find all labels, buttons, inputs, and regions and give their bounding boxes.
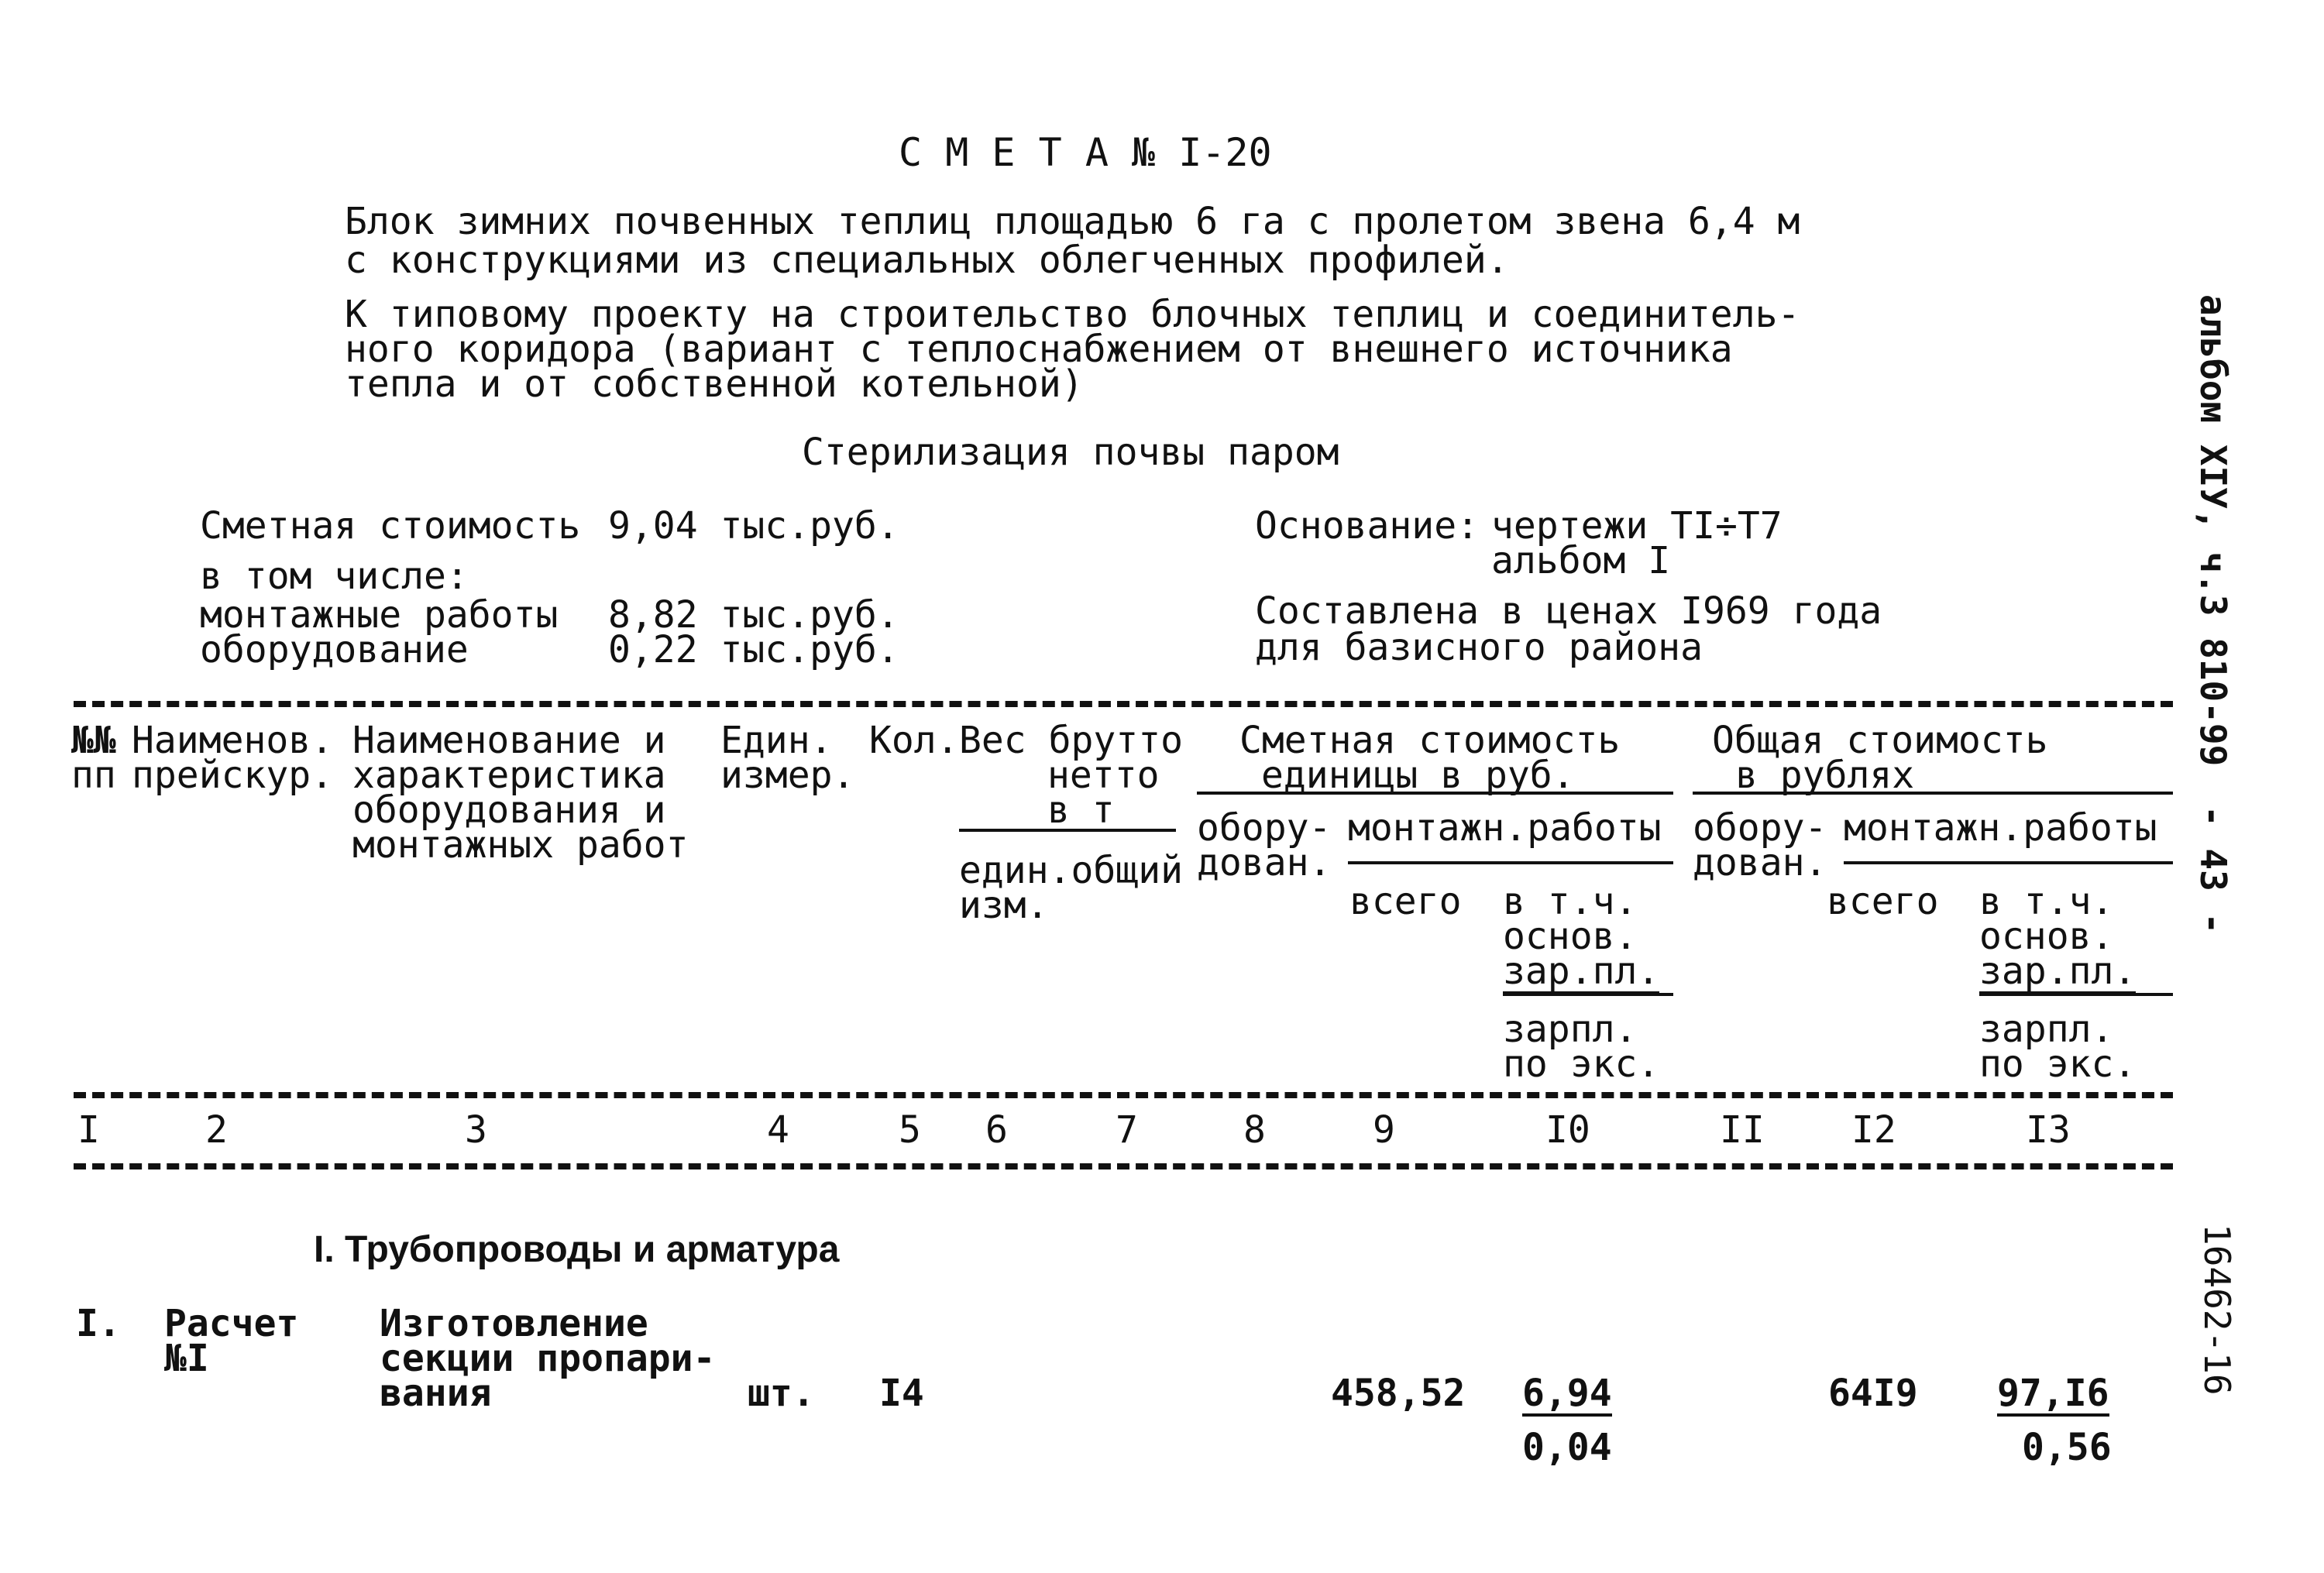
total-wage-rule (1979, 993, 2173, 996)
basis-line-1: чертежи TI÷T7 (1491, 504, 1783, 548)
header-unit-a: Един. (720, 719, 833, 762)
header-unit-cost-a: Сметная стоимость (1239, 719, 1621, 762)
header-weight-e: изм. (959, 884, 1049, 927)
header-unit-wage-b: по экс. (1503, 1042, 1660, 1086)
header-unit-incl-b: основ. (1503, 915, 1638, 958)
header-total-wage-a: зарпл. (1979, 1008, 2114, 1051)
header-pricelist-a: Наименов. (132, 719, 334, 762)
header-equip-c: обору- (1693, 806, 1827, 850)
header-unit-all: всего (1349, 880, 1462, 923)
col-num-4: 4 (767, 1108, 789, 1152)
cost-label: Сметная стоимость (200, 504, 581, 548)
col-num-1: I (77, 1108, 100, 1152)
row-total-wage-exp: 0,56 (2022, 1426, 2112, 1469)
header-name-c: оборудования и (352, 788, 666, 832)
row-qty: I4 (879, 1372, 924, 1415)
header-num-b: пп (71, 754, 116, 797)
header-total-wage-b: по экс. (1979, 1042, 2137, 1086)
row-name-a: Изготовление (380, 1302, 648, 1345)
prices-line-1: Составлена в ценах I969 года (1255, 589, 1882, 633)
col-num-3: 3 (465, 1108, 487, 1152)
header-equip-b: дован. (1197, 841, 1332, 884)
weight-rule (959, 829, 1176, 832)
row-unit-base-wage: 6,94 (1522, 1372, 1612, 1415)
header-weight-a: Вес брутто (959, 719, 1183, 762)
installation-value: 8,82 тыс.руб. (608, 593, 899, 637)
description-line-1: Блок зимних почвенных теплиц площадью 6 га с пролетом звена 6,4 м (345, 200, 1800, 243)
header-equip-a: обору- (1197, 806, 1332, 850)
col-num-5: 5 (899, 1108, 921, 1152)
header-unit-cost-b: единицы в руб. (1261, 754, 1575, 797)
header-install-unit: монтажн.работы (1348, 806, 1662, 850)
description-line-2: с конструкциями из специальных облегченных профилей. (345, 239, 1509, 282)
row-ref-a: Расчет (164, 1302, 299, 1345)
header-total-incl-a: в т.ч. (1979, 880, 2114, 923)
row-number: I. (76, 1302, 121, 1345)
header-qty: Кол. (869, 719, 959, 762)
row-name-c: вания (380, 1372, 492, 1415)
header-install-total: монтажн.работы (1844, 806, 2157, 850)
row-total-base-wage: 97,I6 (1997, 1372, 2109, 1415)
col-num-6: 6 (985, 1108, 1008, 1152)
header-unit-wage-a: зарпл. (1503, 1008, 1638, 1051)
header-total-cost-a: Общая стоимость (1712, 719, 2048, 762)
total-cost-rule (1693, 792, 2173, 795)
subtitle: Стерилизация почвы паром (802, 431, 1339, 474)
basis-label: Основание: (1255, 504, 1479, 548)
cost-value: 9,04 тыс.руб. (608, 504, 899, 548)
row-name-b: секции пропари- (380, 1337, 716, 1380)
header-weight-b: нетто (1047, 754, 1160, 797)
installation-label: монтажные работы (200, 593, 559, 637)
header-num-a: №№ (71, 719, 116, 762)
row-unit-install-total: 458,52 (1331, 1372, 1466, 1415)
row-total-install-total: 64I9 (1828, 1372, 1918, 1415)
unit-wage-rule (1503, 993, 1673, 996)
side-page-number: - 43 - (2192, 805, 2234, 935)
header-total-incl-b: основ. (1979, 915, 2114, 958)
equipment-value: 0,22 тыс.руб. (608, 628, 899, 671)
prices-line-2: для базисного района (1255, 626, 1703, 669)
header-unit-incl-a: в т.ч. (1503, 880, 1638, 923)
col-num-13: I3 (2026, 1108, 2071, 1152)
document-title: С М Е Т А № I-20 (899, 130, 1272, 175)
header-total-incl-c: зар.пл. (1979, 950, 2137, 993)
header-equip-d: дован. (1693, 841, 1827, 884)
unit-cost-rule (1197, 792, 1673, 795)
header-unit-b: измер. (720, 754, 855, 797)
including-label: в том числе: (200, 555, 469, 598)
col-num-2: 2 (205, 1108, 228, 1152)
basis-line-2: альбом I (1491, 539, 1671, 582)
header-name-b: характеристика (352, 754, 666, 797)
col-num-8: 8 (1243, 1108, 1266, 1152)
header-name-a: Наименование и (352, 719, 666, 762)
header-weight-c: в т (1047, 788, 1115, 832)
header-name-d: монтажных работ (352, 823, 689, 867)
header-bottom-rule (74, 1092, 2173, 1098)
project-line-3: тепла и от собственной котельной) (345, 362, 1084, 406)
section-title: I. Трубопроводы и арматура (314, 1229, 840, 1270)
install-total-rule (1844, 861, 2173, 864)
project-line-2: ного коридора (вариант с теплоснабжением от внешнего источника (345, 328, 1733, 371)
table-top-rule (74, 701, 2173, 707)
header-total-cost-b: в рублях (1735, 754, 1915, 797)
header-pricelist-b: прейскур. (132, 754, 334, 797)
header-weight-d: един.общий (959, 849, 1183, 892)
col-num-9: 9 (1373, 1108, 1395, 1152)
row-unit-wage-exp: 0,04 (1522, 1426, 1612, 1469)
project-line-1: К типовому проекту на строительство блочных теплиц и соединитель- (345, 293, 1800, 336)
equipment-label: оборудование (200, 628, 469, 671)
install-unit-rule (1348, 861, 1673, 864)
col-num-7: 7 (1116, 1108, 1138, 1152)
header-unit-incl-c: зар.пл. (1503, 950, 1660, 993)
col-num-12: I2 (1851, 1108, 1896, 1152)
col-num-11: II (1720, 1108, 1765, 1152)
side-code: 16462-16 (2196, 1224, 2238, 1396)
header-total-all: всего (1827, 880, 1939, 923)
side-album-text: альбом XIУ, ч.3 810-99 (2192, 294, 2234, 767)
row-ref-b: №I (164, 1337, 209, 1380)
row-unit: шт. (748, 1372, 815, 1415)
col-num-10: I0 (1545, 1108, 1590, 1152)
column-numbers-bottom-rule (74, 1163, 2173, 1169)
